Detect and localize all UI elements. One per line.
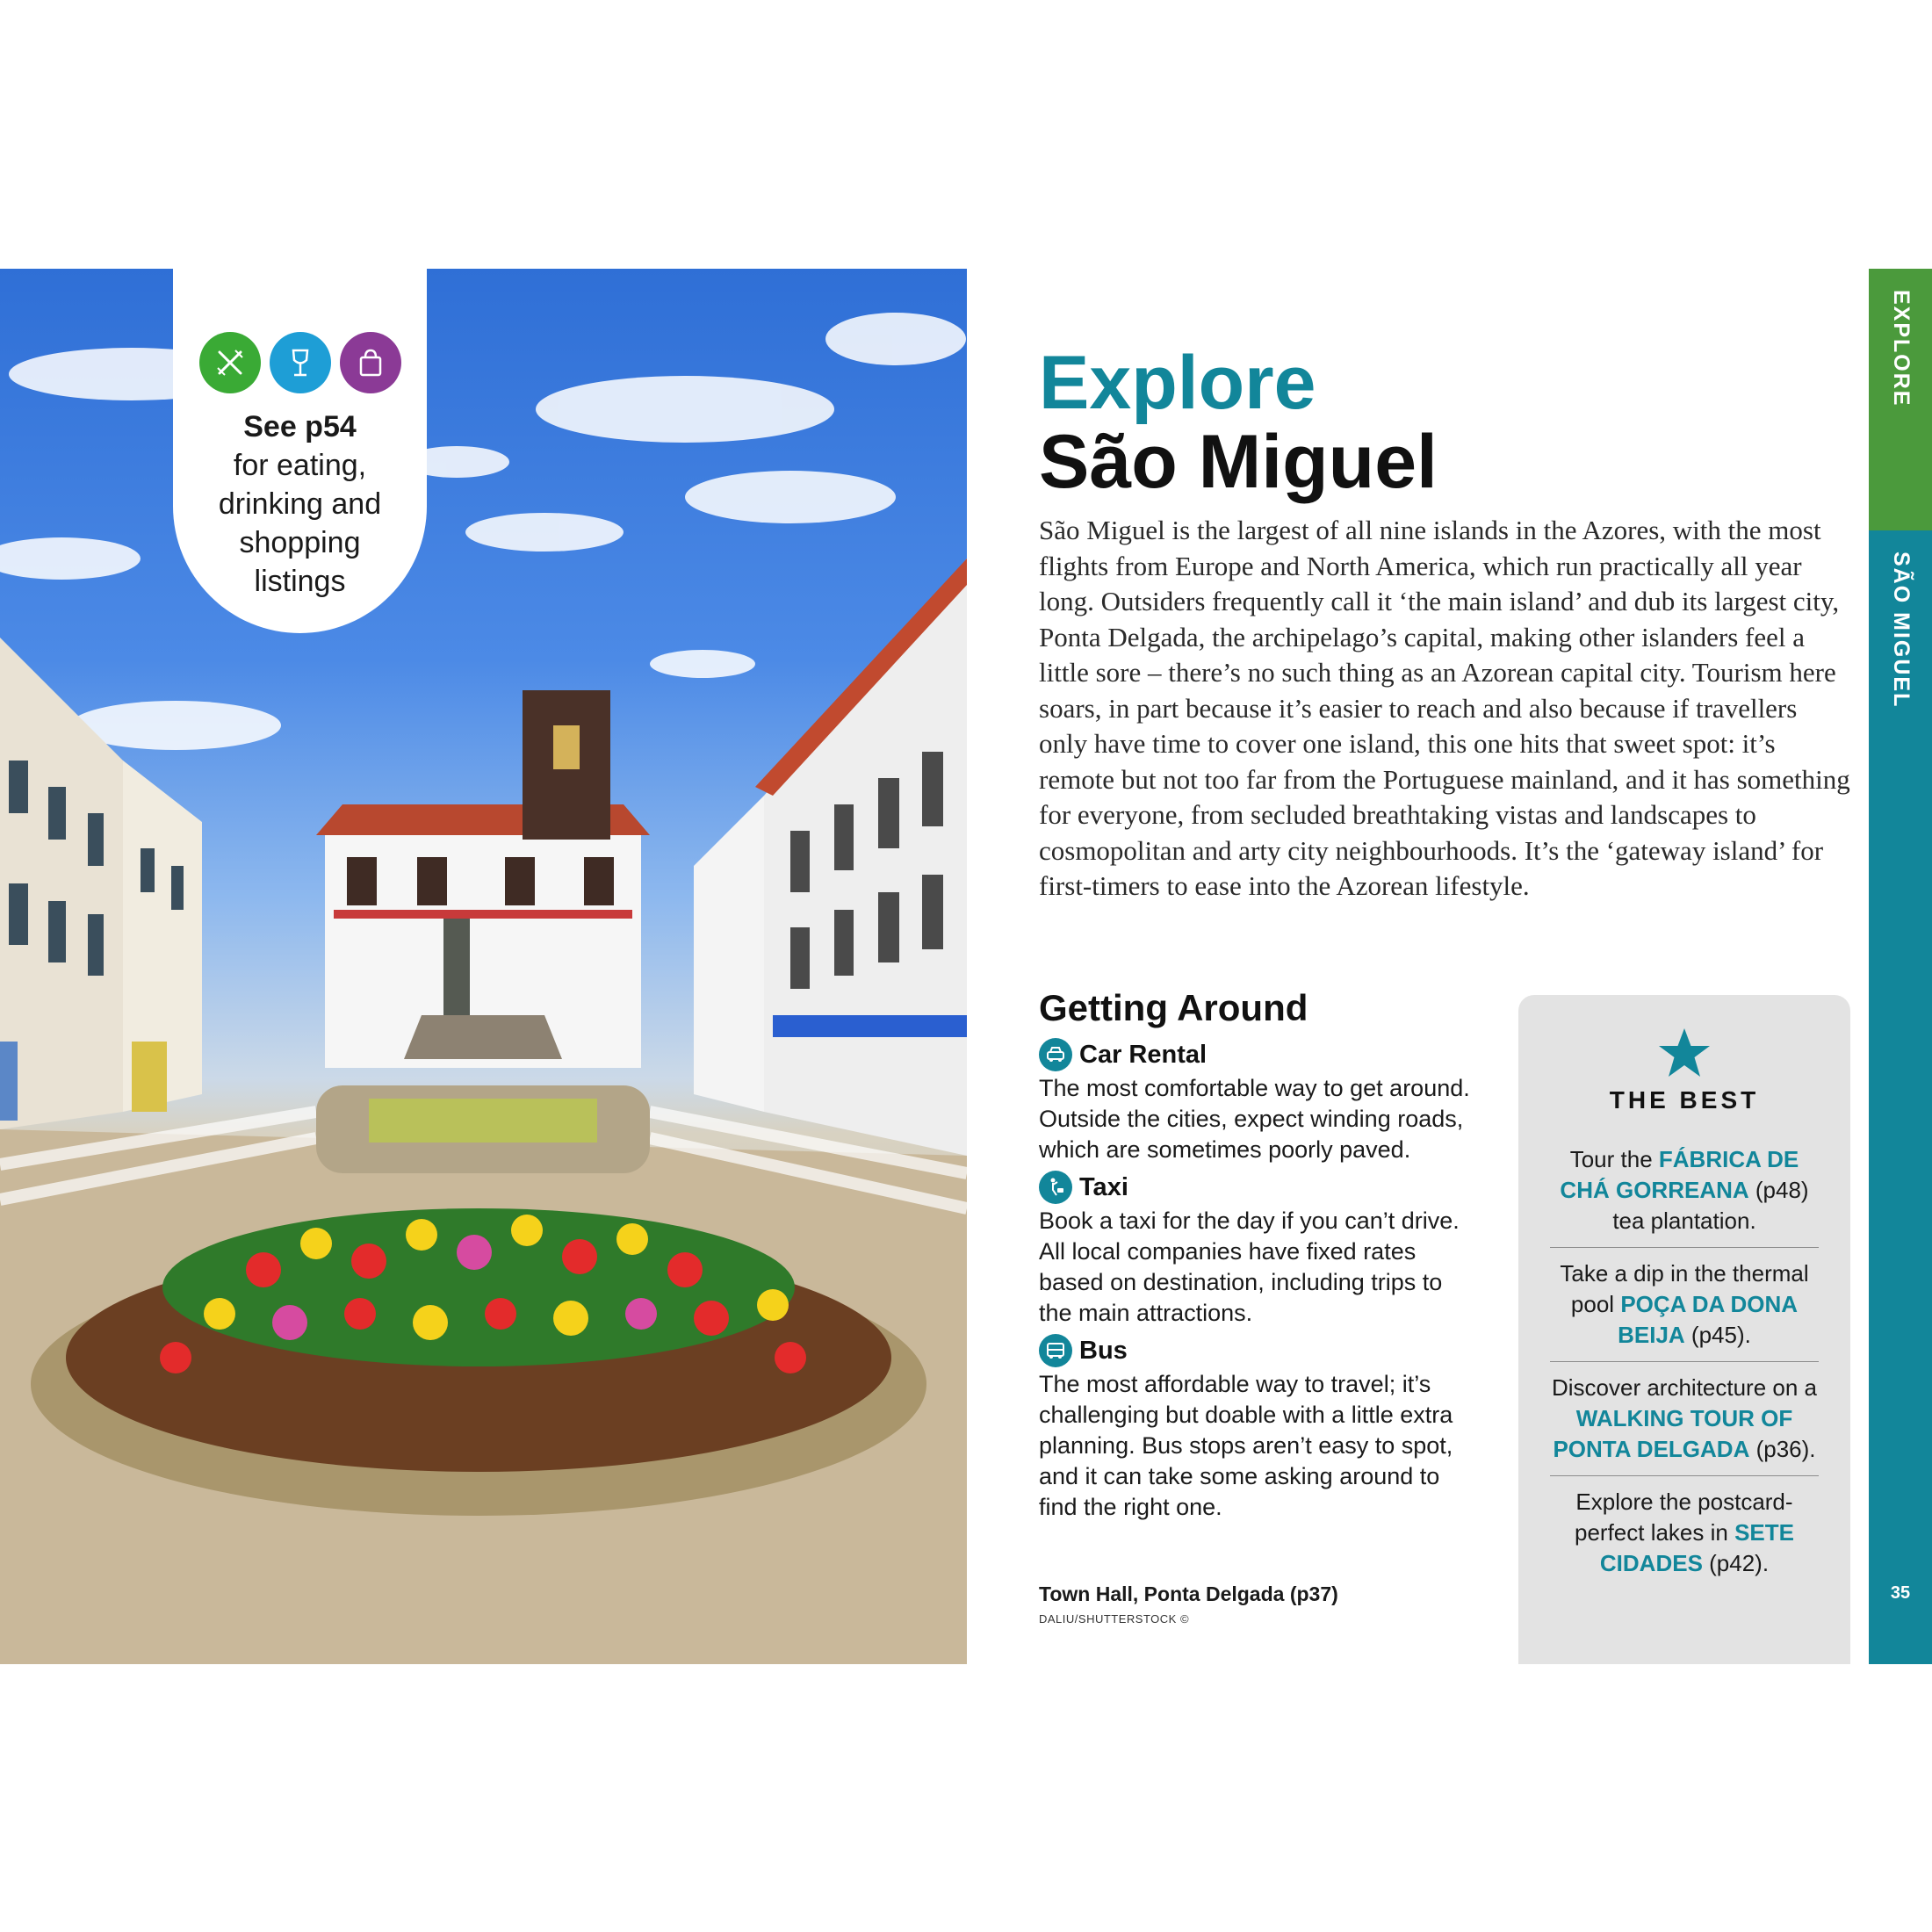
- best-item-text: Take a dip in the thermal pool: [1560, 1260, 1809, 1317]
- the-best-title: THE BEST: [1609, 1086, 1760, 1114]
- best-item-text: (p45).: [1684, 1322, 1751, 1348]
- bus-text: The most affordable way to travel; it’s challenging but doable with a little extra planning. Bus stops aren’t easy to spot, and it can take some asking around to find the right one.: [1039, 1371, 1453, 1520]
- best-item-text: (p36).: [1749, 1436, 1816, 1462]
- page-title: São Miguel: [1039, 420, 1438, 504]
- car-rental-title: Car Rental: [1079, 1040, 1208, 1069]
- town-hall-illustration: [0, 269, 967, 1664]
- tab-explore-label: EXPLORE: [1889, 290, 1914, 407]
- car-icon: [1039, 1038, 1072, 1071]
- badge-line: listings: [254, 565, 346, 598]
- badge-icons: [173, 332, 427, 393]
- best-item-text: (p42).: [1702, 1550, 1770, 1576]
- fork-knife-icon: [199, 332, 261, 393]
- bus-heading: [1039, 1332, 1478, 1369]
- best-item-text: (p48) tea plantation.: [1612, 1177, 1809, 1234]
- best-item-highlight[interactable]: POÇA DA DONA BEIJA: [1618, 1291, 1799, 1348]
- bus-icon: [1039, 1334, 1072, 1367]
- car-rental-text: The most comfortable way to get around. Outside the cities, expect winding roads, which are sometimes poorly paved.: [1039, 1075, 1470, 1163]
- page-number: 35: [1890, 1583, 1911, 1603]
- the-best-list: [1550, 1144, 1819, 1600]
- title-explore: Explore: [1039, 341, 1316, 425]
- badge-line: for eating,: [233, 449, 367, 482]
- best-item-text: Discover architecture on a: [1551, 1374, 1818, 1401]
- tab-explore[interactable]: [1869, 269, 1932, 530]
- car-rental-heading: [1039, 1036, 1478, 1073]
- taxi-text: Book a taxi for the day if you can’t drive. All local companies have fixed rates based on destination, including trips to the main attractions.: [1039, 1208, 1460, 1326]
- list-item: [1550, 1373, 1819, 1476]
- getting-around-section: [1039, 985, 1478, 1526]
- best-item-highlight[interactable]: SETE CIDADES: [1599, 1519, 1794, 1576]
- see-listings-badge: [173, 269, 427, 633]
- hero-photo: [0, 269, 967, 1664]
- taxi-icon: [1039, 1171, 1072, 1204]
- tab-sao-miguel-label: SÃO MIGUEL: [1889, 551, 1914, 709]
- shopping-bag-icon: [340, 332, 401, 393]
- list-item: [1550, 1487, 1819, 1590]
- bus-title: Bus: [1079, 1336, 1128, 1365]
- list-item: [1550, 1258, 1819, 1362]
- badge-line: drinking and: [218, 487, 382, 521]
- intro-paragraph: São Miguel is the largest of all nine islands in the Azores, with the most flights from Europe and North America, which run practically all year long. Outsiders frequently call it ‘the main island’ and dub its largest city, Ponta Delgada, the archipelago’s capital, making other islanders feel a little sore – there’s no such thing as an Azorean capital city. Tourism here soars, in part because it’s easier to reach and also because if travellers only have time to cover one island, this one hits that sweet spot: it’s remote but not too far from the Portuguese mainland, and it has something for everyone, from secluded breathtaking vistas and landscapes to cosmopolitan and arty city neighbourhoods. It’s the ‘gateway island’ for first-timers to ease into the Azorean lifestyle.: [1039, 515, 1850, 901]
- the-best-box: [1518, 995, 1850, 1664]
- best-item-text: Tour the: [1569, 1146, 1659, 1172]
- badge-text: [173, 407, 427, 601]
- list-item: [1550, 1144, 1819, 1248]
- getting-around-heading: Getting Around: [1039, 987, 1308, 1028]
- see-page-link[interactable]: See p54: [243, 410, 357, 443]
- badge-line: shopping: [239, 526, 361, 559]
- best-item-highlight[interactable]: WALKING TOUR OF PONTA DELGADA: [1553, 1405, 1793, 1462]
- star-icon: [1518, 1027, 1850, 1079]
- photo-credit: DALIU/SHUTTERSTOCK ©: [1039, 1612, 1190, 1626]
- wine-glass-icon: [270, 332, 331, 393]
- photo-caption: Town Hall, Ponta Delgada (p37): [1039, 1582, 1338, 1605]
- best-item-text: Explore the postcard-perfect lakes in: [1574, 1489, 1793, 1546]
- best-item-highlight[interactable]: FÁBRICA DE CHÁ GORREANA: [1560, 1146, 1799, 1203]
- taxi-heading: [1039, 1169, 1478, 1206]
- taxi-title: Taxi: [1079, 1172, 1128, 1201]
- tab-sao-miguel[interactable]: [1869, 530, 1932, 1664]
